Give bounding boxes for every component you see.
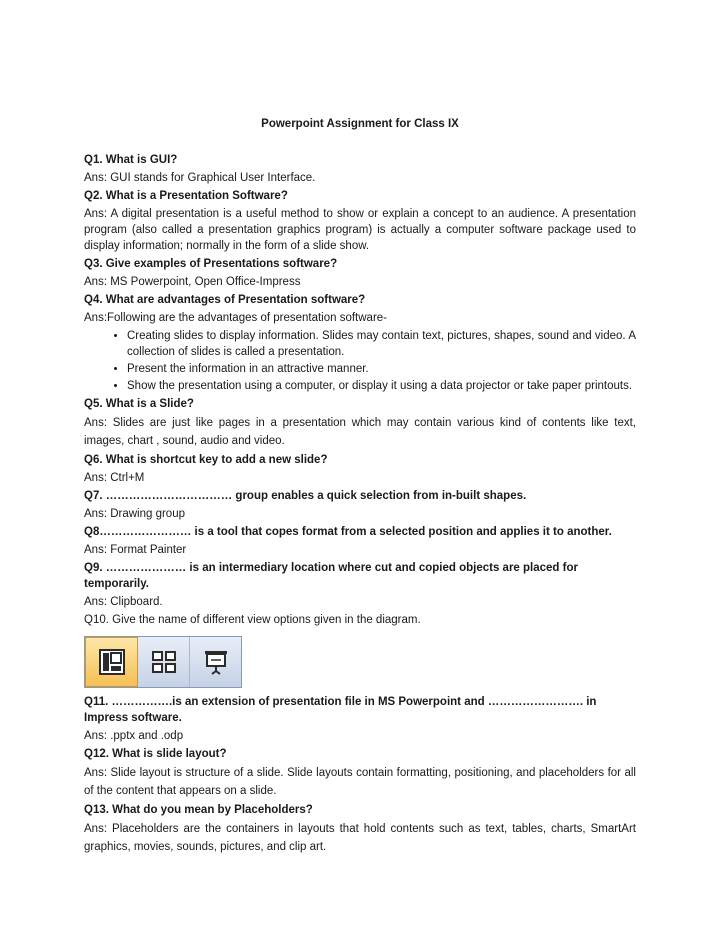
question-1: Q1. What is GUI?: [84, 154, 178, 166]
answer-1: Ans: GUI stands for Graphical User Interface.: [84, 172, 316, 184]
normal-view-icon: [97, 647, 127, 677]
answer-2: Ans: A digital presentation is a useful method to show or explain a concept to an audience. A presentation program (also called a presentation graphics program) is actually a computer software package used to display information; normally in the form of a slide show.: [84, 208, 636, 252]
question-9: Q9. ………………… is an intermediary location where cut and copied objects are placed for temporarily.: [84, 562, 578, 590]
answer-8: Ans: Format Painter: [84, 544, 187, 556]
question-6: Q6. What is shortcut key to add a new slide?: [84, 454, 328, 466]
slide-show-view-icon: [201, 647, 231, 677]
slide-sorter-view-button[interactable]: [138, 637, 190, 687]
answer-13: Ans: Placeholders are the containers in layouts that hold contents such as text, tables, charts, SmartArt graphics, movies, sounds, pictures, and clip art.: [84, 823, 636, 853]
page-title: Powerpoint Assignment for Class IX: [261, 118, 459, 130]
question-4: Q4. What are advantages of Presentation software?: [84, 294, 366, 306]
list-item: • Present the information in an attractive manner.: [127, 361, 636, 377]
answer-3: Ans: MS Powerpoint, Open Office-Impress: [84, 276, 301, 288]
advantages-list: [84, 328, 636, 394]
list-item: • Creating slides to display information. Slides may contain text, pictures, shapes, sound and video. A collection of slides is called a presentation.: [127, 328, 636, 360]
question-3: Q3. Give examples of Presentations software?: [84, 258, 338, 270]
question-10: Q10. Give the name of different view options given in the diagram.: [84, 614, 421, 626]
normal-view-button[interactable]: [85, 637, 138, 687]
answer-4: Ans:Following are the advantages of presentation software-: [84, 312, 388, 324]
document-page: [84, 116, 636, 858]
answer-12: Ans: Slide layout is structure of a slide. Slide layouts contain formatting, positioning, and placeholders for all of the content that appears on a slide.: [84, 767, 636, 797]
question-8: Q8…………………… is a tool that copes format from a selected position and applies it to another.: [84, 526, 612, 538]
slide-show-view-button[interactable]: [190, 637, 241, 687]
slide-sorter-view-icon: [149, 647, 179, 677]
answer-5: Ans: Slides are just like pages in a presentation which may contain various kind of contents like text, images, chart , sound, audio and video.: [84, 417, 636, 447]
question-13: Q13. What do you mean by Placeholders?: [84, 804, 313, 816]
question-12: Q12. What is slide layout?: [84, 748, 227, 760]
answer-11: Ans: .pptx and .odp: [84, 730, 184, 742]
view-options-toolbar: [84, 636, 242, 688]
answer-6: Ans: Ctrl+M: [84, 472, 145, 484]
answer-9: Ans: Clipboard.: [84, 596, 163, 608]
question-11: Q11. …………….is an extension of presentation file in MS Powerpoint and ……………………. in Impress software.: [84, 696, 597, 724]
question-5: Q5. What is a Slide?: [84, 398, 194, 410]
question-2: Q2. What is a Presentation Software?: [84, 190, 288, 202]
list-item: • Show the presentation using a computer, or display it using a data projector or take paper printouts.: [127, 378, 636, 394]
question-7: Q7. …………………………… group enables a quick selection from in-built shapes.: [84, 490, 527, 502]
answer-7: Ans: Drawing group: [84, 508, 185, 520]
